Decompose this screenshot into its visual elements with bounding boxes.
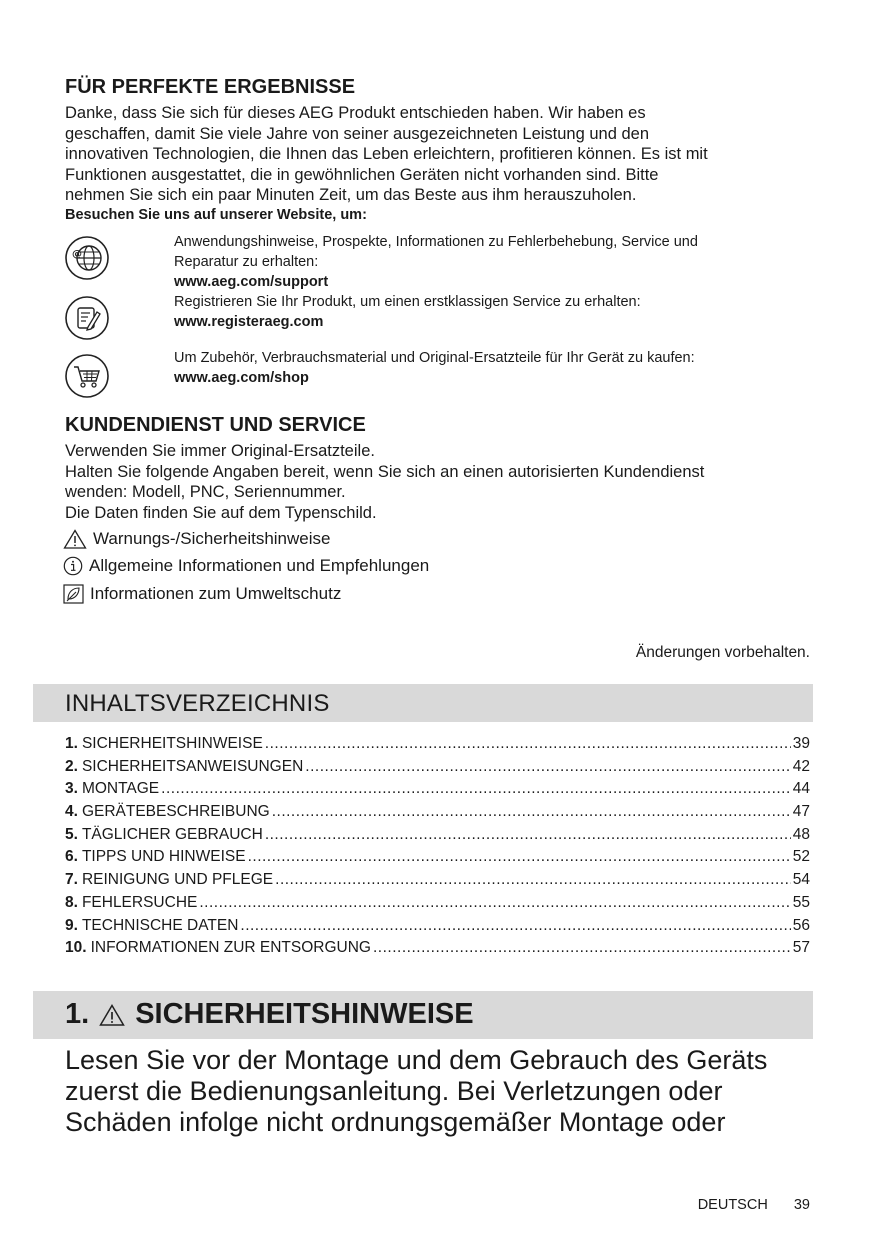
intro-line: Schäden infolge nicht ordnungsgemäßer Montage oder bbox=[65, 1107, 726, 1137]
svg-text:@: @ bbox=[72, 249, 82, 260]
footer-page-number: 39 bbox=[793, 1197, 810, 1213]
toc-entry-number: 6. bbox=[65, 848, 78, 866]
para-line: Danke, dass Sie sich für dieses AEG Produkt entschieden haben. Wir haben es bbox=[65, 104, 646, 122]
safety-number: 1. bbox=[65, 998, 90, 1030]
toc-leader bbox=[275, 869, 791, 892]
register-icon bbox=[63, 294, 111, 342]
legend-text: Informationen zum Umweltschutz bbox=[90, 584, 342, 603]
heading-service: KUNDENDIENST UND SERVICE bbox=[65, 414, 366, 436]
toc-title: INHALTSVERZEICHNIS bbox=[65, 690, 330, 717]
heading-results: FÜR PERFEKTE ERGEBNISSE bbox=[65, 76, 356, 98]
changes-note: Änderungen vorbehalten. bbox=[635, 644, 810, 661]
web-item-text: Anwendungshinweise, Prospekte, Informationen zu Fehlerbehebung, Service und bbox=[174, 234, 698, 250]
legend-environment bbox=[63, 584, 341, 604]
intro-line: zuerst die Bedienungsanleitung. Bei Verletzungen oder bbox=[65, 1076, 723, 1106]
toc-leader bbox=[248, 846, 791, 869]
toc-leader bbox=[161, 778, 791, 801]
toc-entry[interactable] bbox=[65, 892, 810, 915]
legend-text: Warnungs-/Sicherheitshinweise bbox=[93, 529, 331, 548]
toc-entry-number: 7. bbox=[65, 871, 78, 889]
toc-entry-page: 42 bbox=[792, 757, 810, 775]
web-item-text: Reparatur zu erhalten: bbox=[174, 254, 319, 270]
intro-paragraph bbox=[65, 103, 810, 206]
toc-entry-label: TECHNISCHE DATEN bbox=[81, 916, 239, 934]
toc-entry-label: TIPPS UND HINWEISE bbox=[81, 848, 246, 866]
toc-entry-number: 4. bbox=[65, 803, 78, 821]
toc-entry[interactable] bbox=[65, 824, 810, 847]
web-item-text: Registrieren Sie Ihr Produkt, um einen erstklassigen Service zu erhalten: bbox=[174, 294, 641, 310]
toc-entry-page: 56 bbox=[792, 916, 810, 934]
cart-icon bbox=[63, 352, 111, 400]
toc-entry[interactable] bbox=[65, 801, 810, 824]
toc-entry-page: 52 bbox=[792, 848, 810, 866]
info-icon bbox=[63, 556, 83, 576]
toc-leader bbox=[265, 824, 791, 847]
para-line: Verwenden Sie immer Original-Ersatzteile. bbox=[65, 442, 375, 460]
toc-entry-page: 44 bbox=[792, 780, 810, 798]
warning-icon bbox=[99, 1004, 125, 1026]
para-line: nehmen Sie sich ein paar Minuten Zeit, um das Beste aus ihm herauszuholen. bbox=[65, 186, 637, 205]
toc-entry-number: 5. bbox=[65, 825, 78, 843]
shop-link[interactable]: www.aeg.com/shop bbox=[174, 370, 309, 386]
toc-entry[interactable] bbox=[65, 915, 810, 938]
toc-entry-number: 2. bbox=[65, 757, 78, 775]
toc-entry-page: 57 bbox=[792, 939, 810, 957]
toc-entry-label: TÄGLICHER GEBRAUCH bbox=[81, 825, 263, 843]
toc-entry-number: 3. bbox=[65, 780, 78, 798]
toc-entry-page: 54 bbox=[792, 871, 810, 889]
para-line: Funktionen ausgestattet, die in gewöhnlichen Geräten nicht vorhanden sind. Bitte bbox=[65, 165, 659, 184]
toc-entry[interactable] bbox=[65, 733, 810, 756]
toc-entry-label: MONTAGE bbox=[81, 780, 160, 798]
warning-icon bbox=[63, 529, 87, 549]
register-link[interactable]: www.registeraeg.com bbox=[174, 314, 324, 330]
toc-entry-number: 8. bbox=[65, 893, 78, 911]
toc-entry-label: REINIGUNG UND PFLEGE bbox=[81, 871, 274, 889]
toc-entry-number: 9. bbox=[65, 916, 78, 934]
web-item-support bbox=[174, 232, 698, 292]
legend-info bbox=[63, 556, 429, 576]
toc-leader bbox=[272, 801, 791, 824]
toc-entry[interactable] bbox=[65, 869, 810, 892]
toc-entry-number: 10. bbox=[65, 939, 87, 957]
page-footer bbox=[698, 1197, 810, 1213]
toc-entry-page: 47 bbox=[792, 803, 810, 821]
globe-icon bbox=[63, 234, 111, 282]
para-line: Halten Sie folgende Angaben bereit, wenn Sie sich an einen autorisierten Kundendienst bbox=[65, 462, 705, 481]
toc-entry[interactable] bbox=[65, 846, 810, 869]
toc-entry-number: 1. bbox=[65, 735, 78, 752]
toc-leader bbox=[240, 915, 790, 938]
para-line: innovativen Technologien, die Ihnen das Leben erleichtern, profitieren können. Es ist mit bbox=[65, 145, 708, 164]
environment-icon bbox=[63, 584, 84, 604]
toc-entry-label: INFORMATIONEN ZUR ENTSORGUNG bbox=[90, 939, 371, 957]
toc-entry[interactable] bbox=[65, 937, 810, 960]
para-line: geschaffen, damit Sie viele Jahre von seiner ausgezeichneten Leistung und den bbox=[65, 124, 650, 143]
toc-entry-page: 39 bbox=[792, 735, 810, 752]
toc-list bbox=[65, 733, 810, 960]
toc-entry-label: SICHERHEITSANWEISUNGEN bbox=[81, 757, 304, 775]
toc-entry-label: GERÄTEBESCHREIBUNG bbox=[81, 803, 270, 821]
web-item-text: Um Zubehör, Verbrauchsmaterial und Original-Ersatzteile für Ihr Gerät zu kaufen: bbox=[174, 350, 695, 366]
web-item-shop bbox=[174, 348, 695, 388]
service-paragraph bbox=[65, 441, 810, 523]
visit-label: Besuchen Sie uns auf unserer Website, um: bbox=[65, 207, 367, 223]
toc-entry[interactable] bbox=[65, 756, 810, 779]
footer-language: DEUTSCH bbox=[697, 1197, 768, 1213]
toc-leader bbox=[373, 937, 791, 960]
toc-entry-page: 55 bbox=[792, 893, 810, 911]
intro-line: Lesen Sie vor der Montage und dem Gebrauch des Geräts bbox=[65, 1045, 768, 1075]
toc-entry-label: SICHERHEITSHINWEISE bbox=[81, 735, 263, 752]
para-line: Die Daten finden Sie auf dem Typenschild. bbox=[65, 503, 377, 522]
safety-heading: SICHERHEITSHINWEISE bbox=[135, 998, 474, 1030]
toc-entry-page: 48 bbox=[792, 825, 810, 843]
toc-leader bbox=[265, 733, 791, 756]
legend-text: Allgemeine Informationen und Empfehlungen bbox=[89, 556, 430, 575]
toc-entry-label: FEHLERSUCHE bbox=[81, 893, 198, 911]
web-item-register bbox=[174, 292, 641, 332]
safety-title bbox=[65, 998, 474, 1031]
toc-entry[interactable] bbox=[65, 778, 810, 801]
support-link[interactable]: www.aeg.com/support bbox=[174, 274, 329, 290]
safety-intro bbox=[65, 1045, 810, 1138]
toc-leader bbox=[305, 756, 790, 779]
toc-leader bbox=[199, 892, 790, 915]
legend-warning bbox=[63, 529, 330, 549]
para-line: wenden: Modell, PNC, Seriennummer. bbox=[65, 483, 346, 502]
